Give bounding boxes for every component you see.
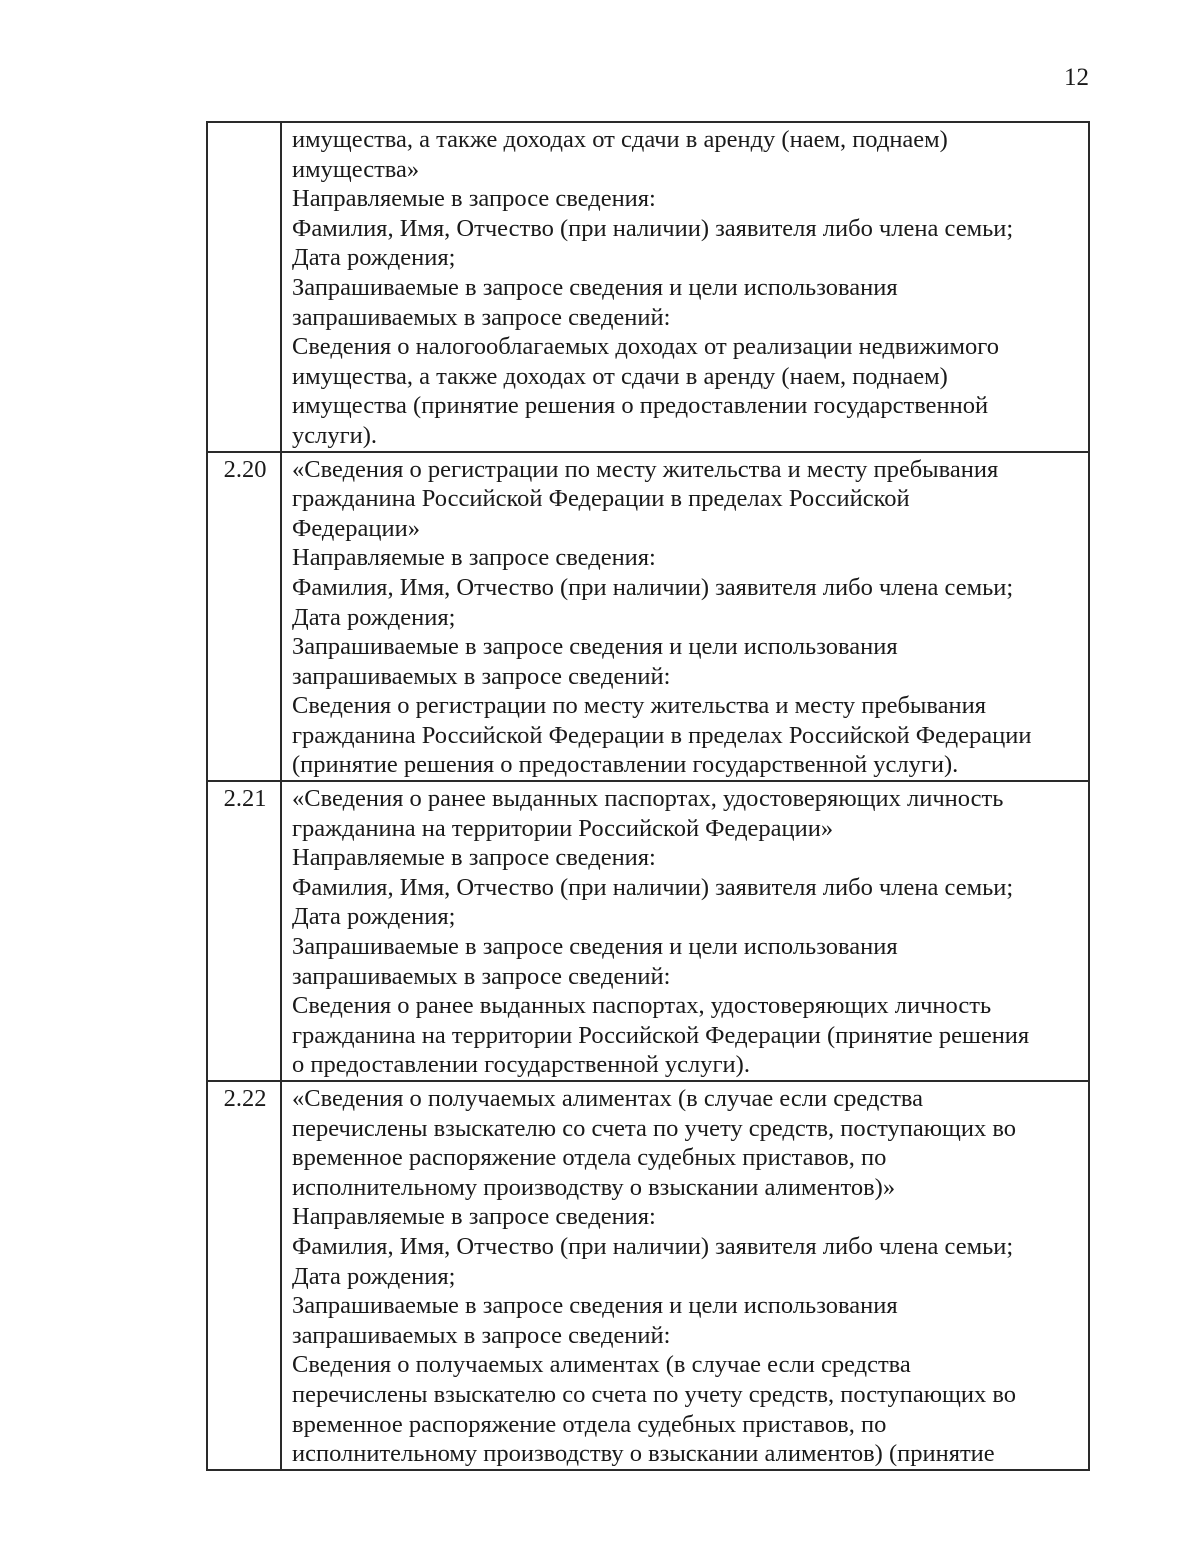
text-line: Запрашиваемые в запросе сведения и цели использования [292, 933, 898, 961]
text-line: перечислены взыскателю со счета по учету средств, поступающих во [292, 1380, 1017, 1408]
text-line: Запрашиваемые в запросе сведения и цели использования [292, 1292, 898, 1320]
row-content-cell [281, 122, 1089, 452]
text-line: имущества, а также доходах от сдачи в аренду (наем, поднаем) [292, 362, 948, 390]
text-line: Направляемые в запросе сведения: [292, 544, 656, 572]
text-line: Дата рождения; [292, 903, 456, 931]
text-line: Направляемые в запросе сведения: [292, 844, 656, 872]
text-line: Запрашиваемые в запросе сведения и цели использования [292, 633, 898, 661]
table-body [207, 122, 1089, 1470]
text-line: Сведения о ранее выданных паспортах, удостоверяющих личность [292, 992, 992, 1020]
text-line: гражданина Российской Федерации в пределах Российской Федерации [292, 721, 1032, 749]
text-line: «Сведения о ранее выданных паспортах, удостоверяющих личность [292, 785, 1004, 813]
text-line: Дата рождения; [292, 603, 456, 631]
text-line: имущества, а также доходах от сдачи в аренду (наем, поднаем) [292, 126, 948, 153]
text-line: запрашиваемых в запросе сведений: [292, 1321, 671, 1349]
table-row [207, 452, 1089, 782]
text-line: Сведения о налогооблагаемых доходах от реализации недвижимого [292, 333, 999, 361]
text-line: Фамилия, Имя, Отчество (при наличии) заявителя либо члена семьи; [292, 214, 1014, 242]
text-line: Фамилия, Имя, Отчество (при наличии) заявителя либо члена семьи; [292, 573, 1014, 601]
text-line: Фамилия, Имя, Отчество (при наличии) заявителя либо члена семьи; [292, 1232, 1014, 1260]
row-number-cell [207, 781, 281, 1081]
text-line: Сведения о получаемых алиментах (в случае если средства [292, 1351, 911, 1379]
row-number-cell [207, 1081, 281, 1470]
table-row [207, 1081, 1089, 1470]
text-line: Направляемые в запросе сведения: [292, 1203, 656, 1231]
row-content-cell [281, 1081, 1089, 1470]
row-content-cell [281, 452, 1089, 782]
table-row [207, 781, 1089, 1081]
row-number: 2.22 [223, 1085, 267, 1112]
text-line: временное распоряжение отдела судебных приставов, по [292, 1144, 887, 1172]
text-line: Дата рождения; [292, 1262, 456, 1290]
text-line: временное распоряжение отдела судебных приставов, по [292, 1410, 887, 1438]
text-line: «Сведения о получаемых алиментах (в случае если средства [292, 1085, 924, 1112]
text-line: исполнительному производству о взыскании алиментов)» [292, 1173, 896, 1201]
text-line: запрашиваемых в запросе сведений: [292, 303, 671, 331]
row-content-cell [281, 781, 1089, 1081]
text-line: имущества (принятие решения о предоставлении государственной [292, 392, 989, 420]
text-line: Запрашиваемые в запросе сведения и цели использования [292, 273, 898, 301]
text-line: гражданина на территории Российской Федерации» [292, 814, 834, 842]
text-line: запрашиваемых в запросе сведений: [292, 962, 671, 990]
text-line: о предоставлении государственной услуги). [292, 1051, 750, 1079]
text-line: запрашиваемых в запросе сведений: [292, 662, 671, 690]
table-row [207, 122, 1089, 452]
text-line: исполнительному производству о взыскании алиментов) (принятие [292, 1440, 995, 1468]
text-line: имущества» [292, 155, 420, 183]
text-line: гражданина Российской Федерации в пределах Российской [292, 485, 910, 513]
page-number: 12 [1064, 64, 1089, 91]
row-number: 2.21 [223, 785, 267, 813]
text-line: Сведения о регистрации по месту жительства и месту пребывания [292, 692, 986, 720]
document-table [206, 121, 1090, 1471]
row-number-cell [207, 452, 281, 782]
text-line: «Сведения о регистрации по месту жительства и месту пребывания [292, 455, 999, 483]
row-number: 2.20 [223, 455, 267, 483]
text-line: Направляемые в запросе сведения: [292, 185, 656, 213]
text-line: перечислены взыскателю со счета по учету средств, поступающих во [292, 1114, 1017, 1142]
text-line: Фамилия, Имя, Отчество (при наличии) заявителя либо члена семьи; [292, 873, 1014, 901]
text-line: услуги). [292, 421, 378, 449]
text-line: (принятие решения о предоставлении государственной услуги). [292, 751, 959, 779]
text-line: гражданина на территории Российской Федерации (принятие решения [292, 1021, 1030, 1049]
text-line: Федерации» [292, 514, 420, 542]
text-line: Дата рождения; [292, 244, 456, 272]
row-number-cell [207, 122, 281, 452]
